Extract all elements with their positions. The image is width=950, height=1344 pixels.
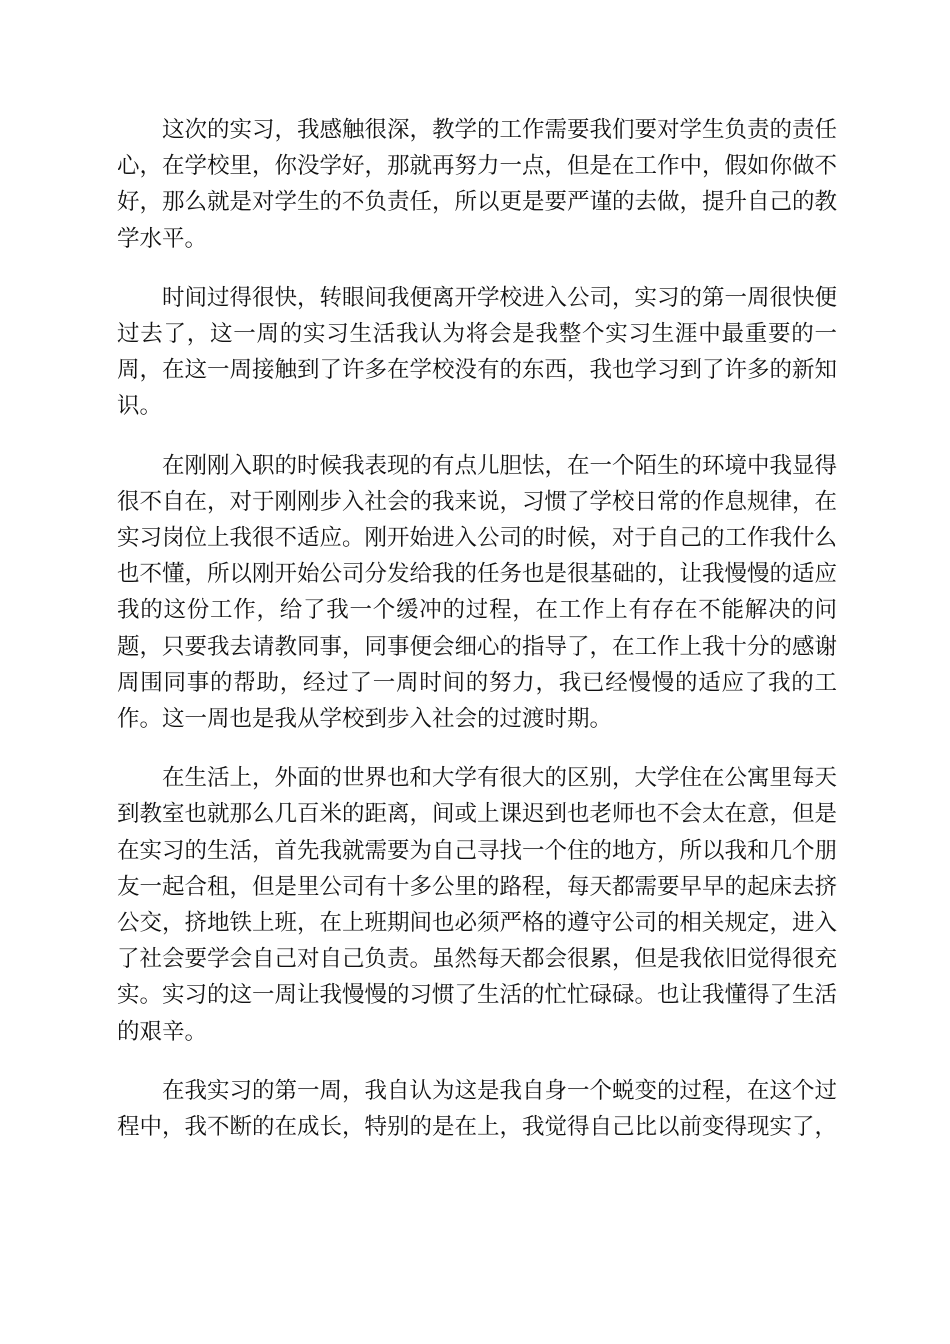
paragraph-2: 时间过得很快，转眼间我便离开学校进入公司，实习的第一周很快便过去了，这一周的实习生活我认为将会是我整个实习生涯中最重要的一周，在这一周接触到了许多在学校没有的东西，我也学习到了许多的新知识。 bbox=[117, 284, 838, 420]
paragraph-4: 在生活上，外面的世界也和大学有很大的区别，大学住在公寓里每天到教室也就那么几百米的距离，间或上课迟到也老师也不会太在意，但是在实习的生活，首先我就需要为自己寻找一个住的地方，所以我和几个朋友一起合租，但是里公司有十多公里的路程，每天都需要早早的起床去挤公交，挤地铁上班，在上班期间也必须严格的遵守公司的相关规定，进入了社会要学会自己对自己负责。虽然每天都会很累，但是我依旧觉得很充实。实习的这一周让我慢慢的习惯了生活的忙忙碌碌。也让我懂得了生活的艰辛。 bbox=[117, 765, 838, 1045]
paragraph-3: 在刚刚入职的时候我表现的有点儿胆怯，在一个陌生的环境中我显得很不自在，对于刚刚步入社会的我来说，习惯了学校日常的作息规律，在实习岗位上我很不适应。刚开始进入公司的时候，对于自己的工作我什么也不懂，所以刚开始公司分发给我的任务也是很基础的，让我慢慢的适应我的这份工作，给了我一个缓冲的过程，在工作上有存在不能解决的问题，只要我去请教同事，同事便会细心的指导了，在工作上我十分的感谢周围同事的帮助，经过了一周时间的努力，我已经慢慢的适应了我的工作。这一周也是我从学校到步入社会的过渡时期。 bbox=[117, 452, 838, 733]
paragraph-5: 在我实习的第一周，我自认为这是我自身一个蜕变的过程，在这个过程中，我不断的在成长，特别的是在上，我觉得自己比以前变得现实了， bbox=[117, 1077, 838, 1141]
document-page bbox=[117, 112, 837, 1168]
paragraph-1: 这次的实习，我感触很深，教学的工作需要我们要对学生负责的责任心，在学校里，你没学好，那就再努力一点，但是在工作中，假如你做不好，那么就是对学生的不负责任，所以更是要严谨的去做，提升自己的教学水平。 bbox=[117, 117, 838, 252]
